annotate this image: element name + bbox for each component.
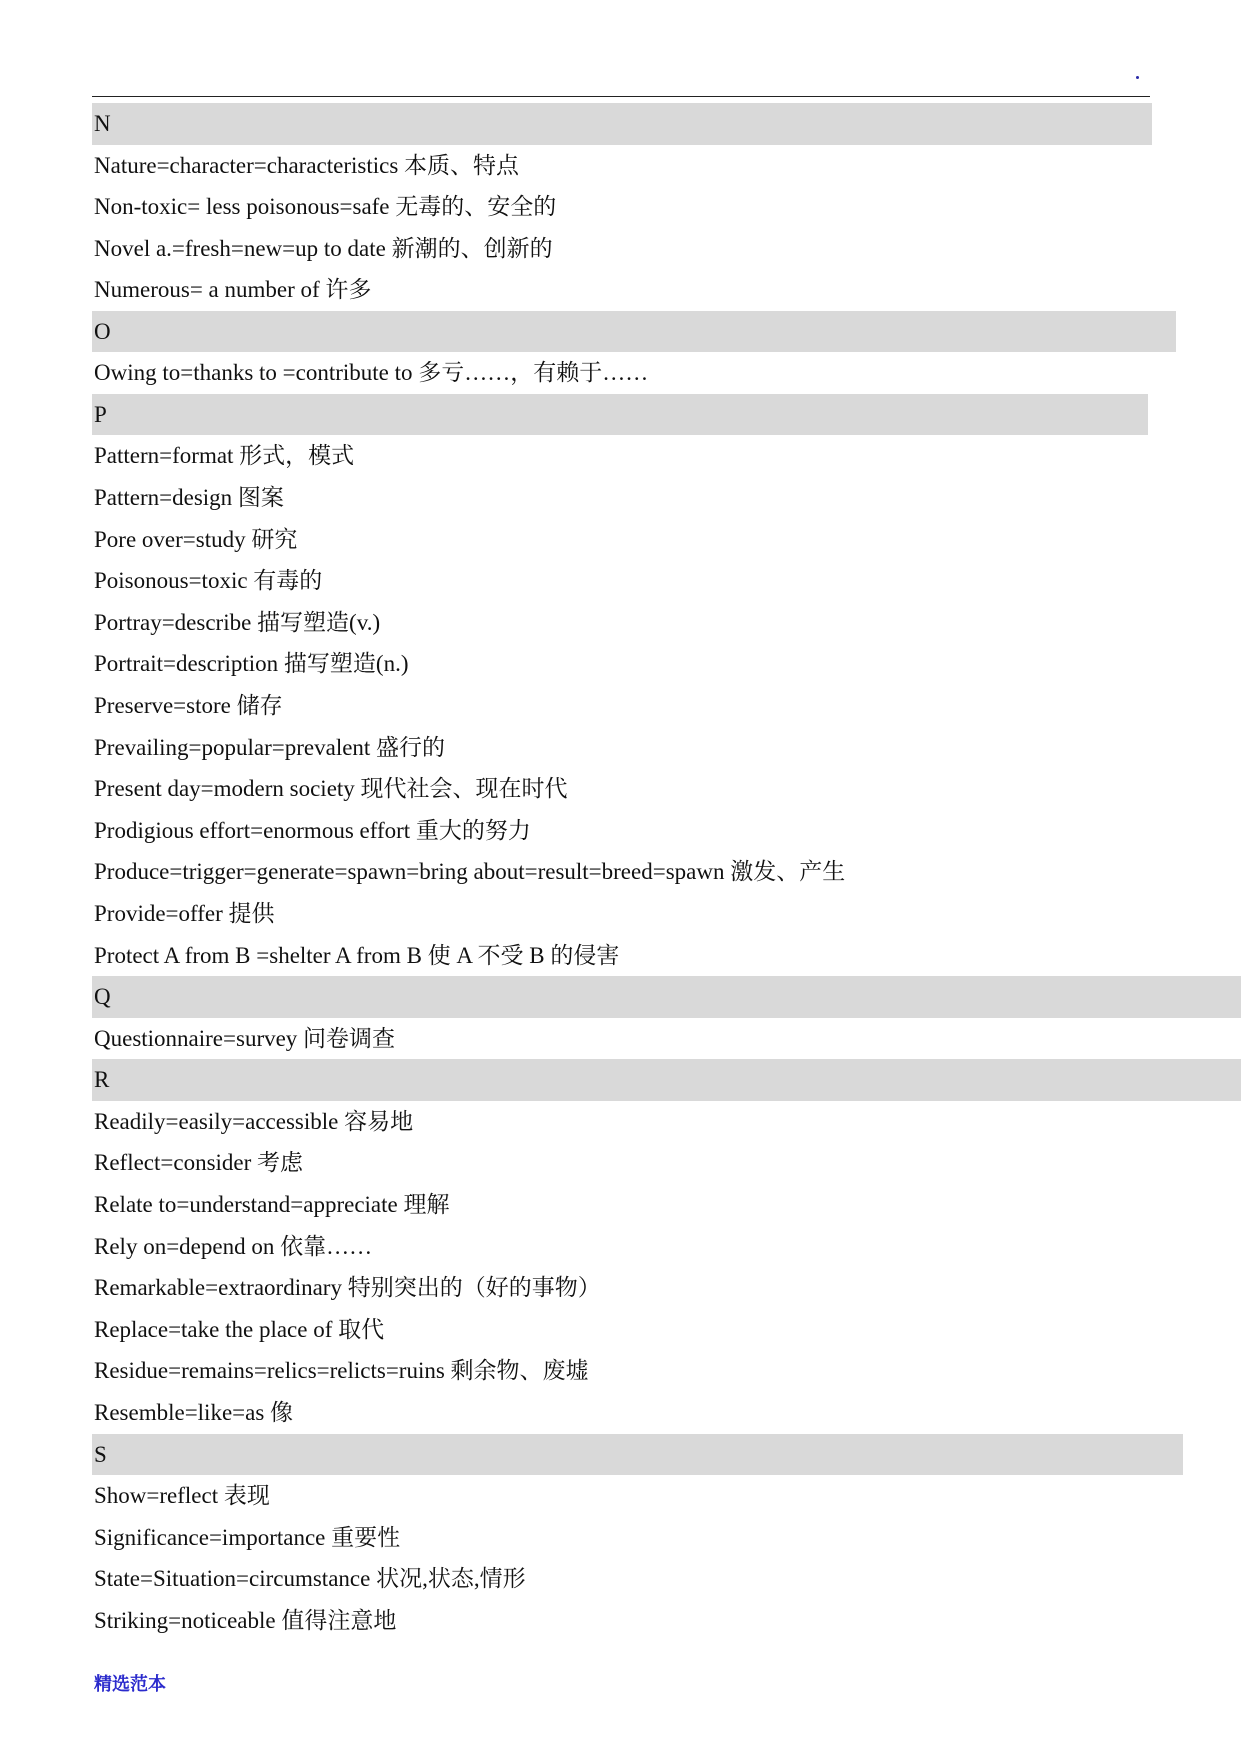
entry: Readily=easily=accessible 容易地	[94, 1108, 414, 1134]
entry: Show=reflect 表现	[94, 1483, 270, 1509]
entry: Prevailing=popular=prevalent 盛行的	[94, 734, 446, 760]
entry: Portray=describe 描写塑造(v.)	[94, 609, 381, 635]
entry: Prodigious effort=enormous effort 重大的努力	[94, 817, 531, 843]
header-rule	[92, 96, 1150, 97]
entry: Numerous= a number of 许多	[94, 277, 372, 303]
vocabulary-list	[92, 103, 1241, 1641]
header-dot	[1136, 76, 1139, 79]
entry: Portrait=description 描写塑造(n.)	[94, 651, 409, 677]
entry: Present day=modern society 现代社会、现在时代	[94, 776, 568, 802]
section-letter-n: N	[92, 103, 1152, 145]
entry: Resemble=like=as 像	[94, 1399, 294, 1425]
entry: Replace=take the place of 取代	[94, 1316, 385, 1342]
entry: Reflect=consider 考虑	[94, 1150, 304, 1176]
entry: Nature=character=characteristics 本质、特点	[94, 152, 520, 178]
entry: Protect A from B =shelter A from B 使 A 不受 B 的侵害	[94, 942, 620, 968]
section-letter-o: O	[92, 311, 1176, 353]
entry: Owing to=thanks to =contribute to 多亏……，有赖于……	[94, 360, 649, 386]
entry: State=Situation=circumstance 状况,状态,情形	[94, 1566, 526, 1592]
section-letter-r: R	[92, 1059, 1241, 1101]
entry: Novel a.=fresh=new=up to date 新潮的、创新的	[94, 235, 553, 261]
entry: Pore over=study 研究	[94, 526, 298, 552]
entry: Pattern=format 形式，模式	[94, 443, 355, 469]
entry: Produce=trigger=generate=spawn=bring about=result=breed=spawn 激发、产生	[94, 859, 846, 885]
entry: Provide=offer 提供	[94, 901, 275, 926]
entry: Preserve=store 储存	[94, 693, 283, 719]
entry: Poisonous=toxic 有毒的	[94, 568, 323, 594]
entry: Non-toxic= less poisonous=safe 无毒的、安全的	[94, 194, 557, 220]
footer-label: 精选范本	[94, 1674, 166, 1695]
section-letter-p: P	[92, 394, 1148, 436]
entry: Relate to=understand=appreciate 理解	[94, 1191, 450, 1217]
section-letter-s: S	[92, 1434, 1183, 1476]
section-letter-q: Q	[92, 976, 1241, 1018]
entry: Striking=noticeable 值得注意地	[94, 1607, 397, 1633]
entry: Remarkable=extraordinary 特别突出的（好的事物）	[94, 1275, 601, 1301]
entry: Significance=importance 重要性	[94, 1524, 401, 1550]
entry: Residue=remains=relics=relicts=ruins 剩余物、废墟	[94, 1358, 589, 1384]
entry: Rely on=depend on 依靠……	[94, 1233, 373, 1259]
entry: Questionnaire=survey 问卷调查	[94, 1025, 396, 1051]
entry: Pattern=design 图案	[94, 485, 284, 511]
